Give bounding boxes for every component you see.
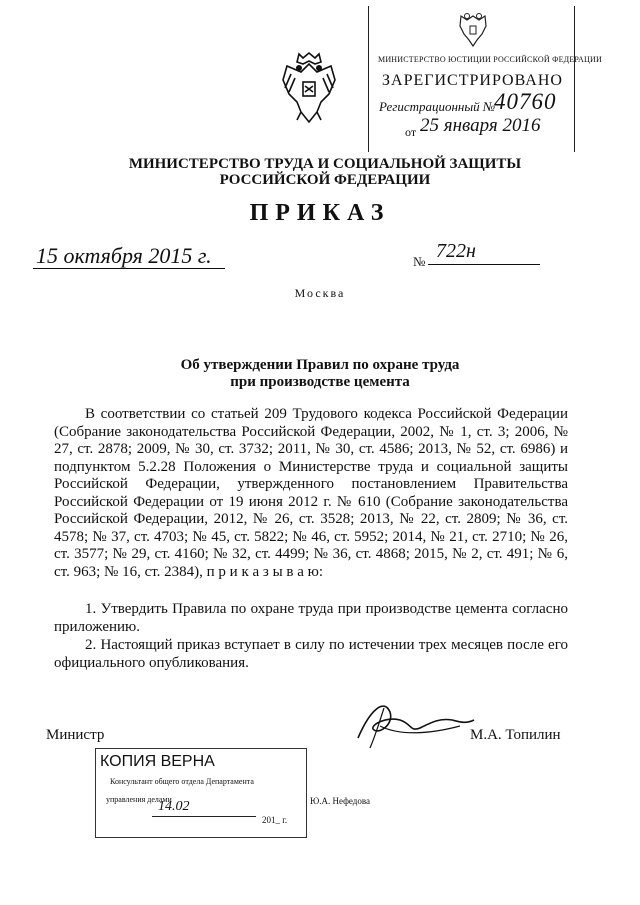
copy-stamp-name: Ю.А. Нефедова xyxy=(310,796,371,806)
order-item-2: 2. Настоящий приказ вступает в силу по истечении трех месяцев после его официального опубликования. xyxy=(54,637,568,671)
registration-date: 25 января 2016 xyxy=(420,115,541,136)
order-number: 722н xyxy=(436,240,476,262)
subject-line1: Об утверждении Правил по охране труда xyxy=(180,357,460,373)
copy-stamp-position: Консультант общего отдела Департамента xyxy=(110,777,254,786)
registration-number: 40760 xyxy=(494,89,557,114)
city: Москва xyxy=(294,286,346,300)
preamble-paragraph: В соответствии со статьей 209 Трудового кодекса Российской Федерации (Собрание законодательства Российской Федерации, 2002, № 1, ст. 3; 2006, № 27, ст. 2878; 2009, № 30, ст. 3732; 2011, № 30, ст. 4586; 2013, № 52, ст. 6986) и подпунктом 5.2.28 Положения о Министерстве труда и социальной защиты Российской Федерации, утвержденного постановлением Правительства Российской Федерации от 19 июня 2012 г. № 610 (Собрание законодательства Российской Федерации, 2012, № 26, ст. 3528; 2013, № 22, ст. 2809; № 36, ст. 4578; № 37, ст. 4703; № 45, ст. 5822; № 46, ст. 5952; 2014, № 21, ст. 2710; № 26, ст. 3577; № 29, ст. 4160; № 32, ст. 4499; № 36, ст. 4868; 2015, № 2, ст. 491; № 6, ст. 963; № 16, ст. 2384), п р и к а з ы в а ю: xyxy=(54,406,568,580)
copy-stamp-year: 201_ г. xyxy=(262,815,288,825)
order-number-label: № xyxy=(413,254,426,269)
coat-of-arms-icon xyxy=(277,50,341,126)
registration-ministry: МИНИСТЕРСТВО ЮСТИЦИИ РОССИЙСКОЙ ФЕДЕРАЦИИ xyxy=(378,55,602,64)
copy-stamp-handwritten-date: 14.02 xyxy=(158,799,190,814)
registration-status: ЗАРЕГИСТРИРОВАНО xyxy=(382,72,563,89)
registration-number-label: Регистрационный № xyxy=(379,99,496,114)
order-date: 15 октября 2015 г. xyxy=(36,243,212,268)
copy-stamp-sign-line xyxy=(152,815,256,817)
signer-name: М.А. Топилин xyxy=(470,727,561,743)
subject-line2: при производстве цемента xyxy=(230,374,410,390)
order-item-1: 1. Утвердить Правила по охране труда при производстве цемента согласно приложению. xyxy=(54,601,568,635)
document-type-title: ПРИКАЗ xyxy=(249,200,391,226)
copy-stamp-department: управления делами xyxy=(106,795,172,804)
signer-position: Министр xyxy=(46,727,105,743)
copy-stamp-title: КОПИЯ ВЕРНА xyxy=(100,753,215,770)
registration-date-prefix: от xyxy=(405,125,417,139)
handwritten-signature xyxy=(340,690,480,760)
ministry-name-line2: РОССИЙСКОЙ ФЕДЕРАЦИИ xyxy=(219,172,431,188)
ministry-name-line1: МИНИСТЕРСТВО ТРУДА И СОЦИАЛЬНОЙ ЗАЩИТЫ xyxy=(128,156,522,172)
